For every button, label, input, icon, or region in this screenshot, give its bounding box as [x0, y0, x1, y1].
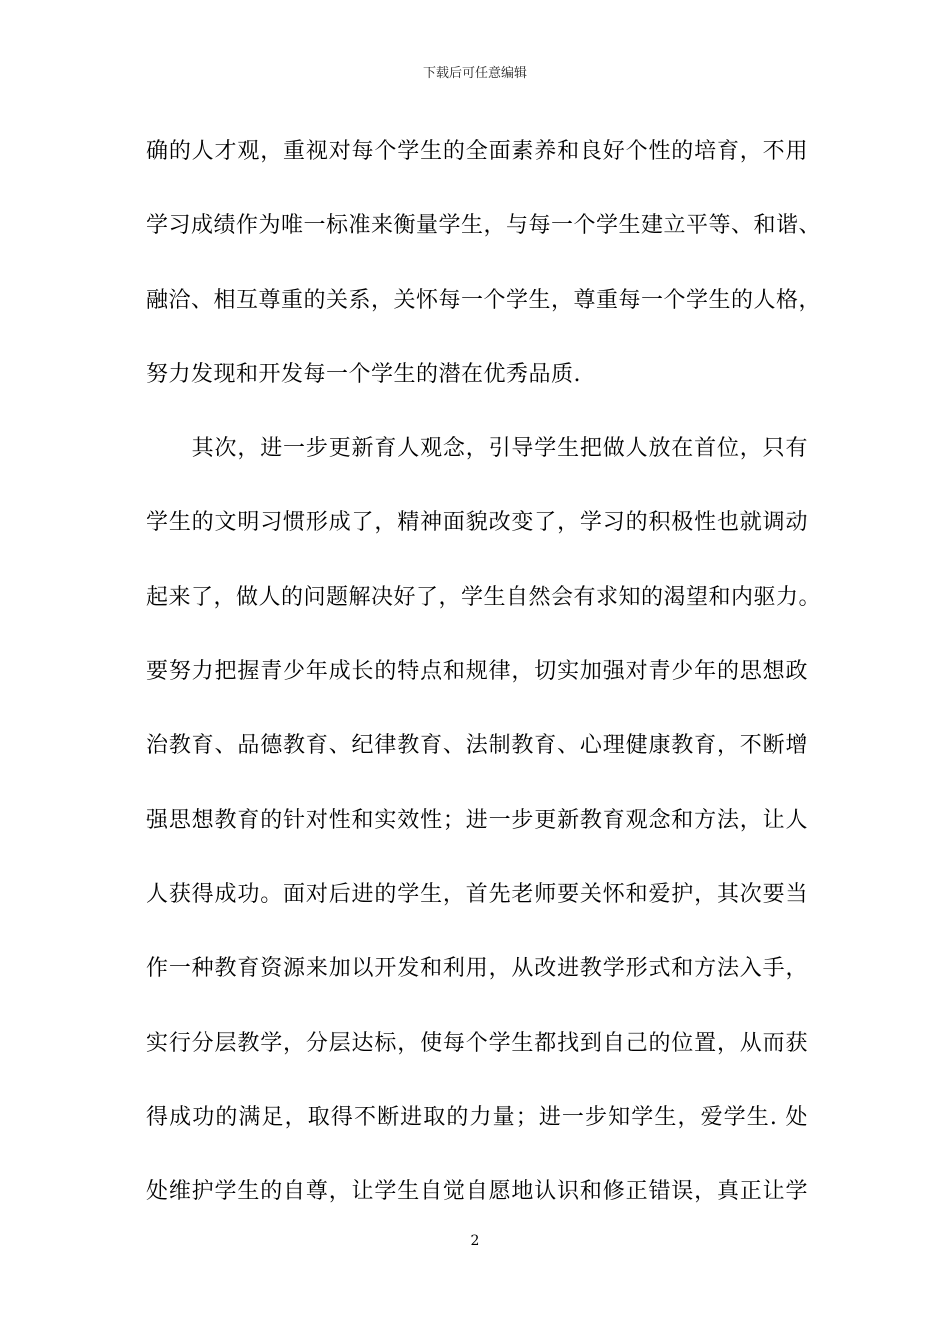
text-line: 要努力把握青少年成长的特点和规律，切实加强对青少年的思想政: [146, 659, 808, 685]
document-body: [146, 128, 822, 1242]
page-number: 2: [470, 1233, 480, 1249]
text-line: 学生的文明习惯形成了，精神面貌改变了，学习的积极性也就调动: [146, 510, 808, 536]
text-line: 人获得成功。面对后进的学生，首先老师要关怀和爱护，其次要当: [146, 881, 808, 907]
text-line: 处维护学生的自尊，让学生自觉自愿地认识和修正错误，真正让学: [146, 1179, 808, 1205]
text-line: 作一种教育资源来加以开发和利用，从改进教学形式和方法入手，: [146, 956, 808, 982]
text-line: 其次，进一步更新育人观念，引导学生把做人放在首位，只有: [146, 436, 808, 462]
text-line: 融洽、相互尊重的关系，关怀每一个学生，尊重每一个学生的人格，: [146, 287, 822, 313]
text-line: 努力发现和开发每一个学生的潜在优秀品质.: [146, 361, 581, 387]
text-line: 强思想教育的针对性和实效性；进一步更新教育观念和方法，让人: [146, 807, 808, 833]
text-line: 确的人才观，重视对每个学生的全面素养和良好个性的培育，不用: [146, 139, 808, 164]
text-line: 学习成绩作为唯一标准来衡量学生，与每一个学生建立平等、和谐、: [146, 213, 822, 239]
text-line: 治教育、品德教育、纪律教育、法制教育、心理健康教育，不断增: [146, 733, 808, 759]
page-header: 下载后可任意编辑: [422, 66, 527, 81]
text-line: 得成功的满足，取得不断进取的力量；进一步知学生，爱学生. 处: [146, 1104, 808, 1130]
text-line: 起来了，做人的问题解决好了，学生自然会有求知的渴望和内驱力。: [146, 584, 822, 610]
text-line: 实行分层教学，分层达标，使每个学生都找到自己的位置，从而获: [146, 1030, 808, 1056]
